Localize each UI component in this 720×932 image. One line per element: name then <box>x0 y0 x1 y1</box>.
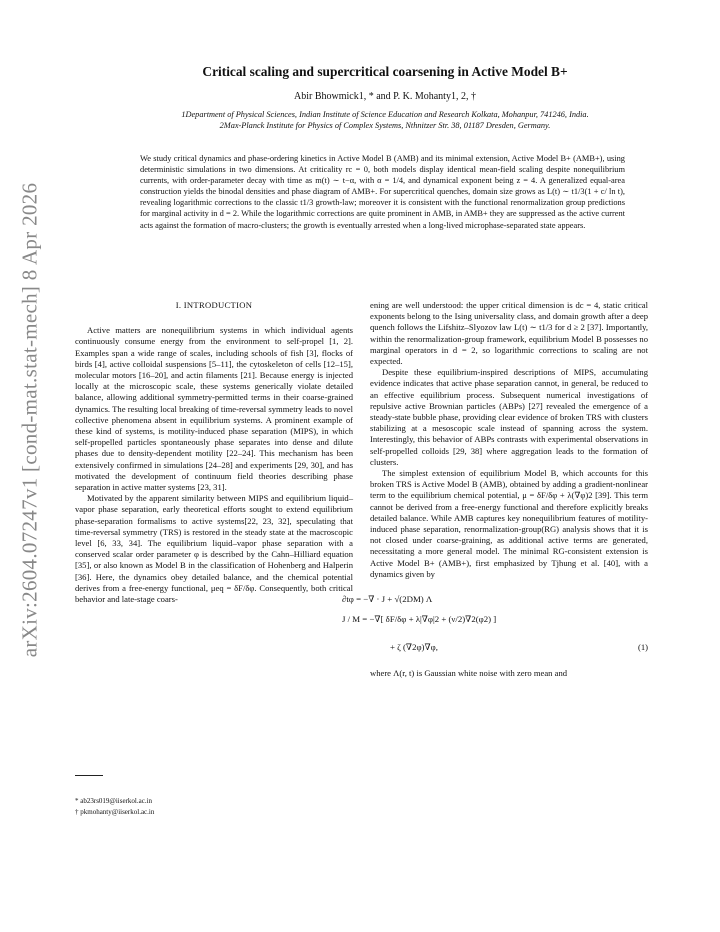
paper-title: Critical scaling and supercritical coarsening in Active Model B+ <box>202 64 568 79</box>
footnotes <box>75 796 355 818</box>
equation-block <box>342 594 648 660</box>
section-heading: I. INTRODUCTION <box>175 300 253 310</box>
equation-line: ∂tφ = −∇ · J + √(2DM) Λ <box>342 594 433 605</box>
affiliation-1: 1Department of Physical Sciences, Indian Institute of Science Education and Research Kolkata, Mohanpur, 741246, India. <box>181 110 589 119</box>
abstract: We study critical dynamics and phase-ordering kinetics in Active Model B (AMB) and its minimal extension, Active Model B+ (AMB+), using deterministic simulations in two dimensions. At criticality rc = 0, both models display identical mean-field scaling despite nonequilibrium currents, with order-parameter decay with time as m(t) ∼ t−α, with α = 1/4, and dynamical exponent being z = 4. A generalized equal-area construction yields the binodal densities and phase diagram of AMB+. For supercritical quenches, domain size grows as L(t) ∼ t1/3(1 + c/ ln t), revealing logarithmic corrections to the classic t1/3 growth-law; moreover it is consistent with the functional renormalization group predictions for marginal activity in d = 2. While the logarithmic corrections are quite prominent in AMB, in AMB+ they are suppressed as the active current acts against the formation of macro-clusters; the growth is eventually arrested when a long-lived microphase-separated state appears. <box>140 154 625 230</box>
footnote-email-1: * ab23rs019@iiserkol.ac.in <box>75 797 153 805</box>
footnote-rule <box>75 775 103 776</box>
arxiv-identifier: arXiv:2604.07247v1 [cond-mat.stat-mech] 8 Apr 2026 <box>17 182 42 658</box>
paragraph: Despite these equilibrium-inspired descriptions of MIPS, accumulating evidence indicates that active phase separation cannot, in general, be reduced to an effective equilibrium process. Subsequent numerical investigations of repulsive active Brownian particles (ABPs) [27] revealed the emergence of a steady-state bubble phase, providing clear evidence of broken TRS with clusters stabilizing at a mesoscopic scale instead of spanning across the system. Interestingly, this behavior of ABPs contrasts with experimental observations in self-propelled colloids [29, 38] where aggregation leads to the formation of clusters. <box>370 367 648 467</box>
left-column <box>75 300 353 605</box>
right-column <box>342 300 648 679</box>
equation-line: J / M = −∇[ δF/δφ + λ|∇φ|2 + (ν/2)∇2(φ2) ] <box>342 614 497 625</box>
paragraph: Motivated by the apparent similarity between MIPS and equilibrium liquid–vapor phase separation, early theoretical efforts sought to extend equilibrium phase-separation formalisms to active systems[22, 23, 32], speculating that time-reversal symmetry (TRS) is restored in the steady state at the macroscopic level [6, 33, 34]. The equilibrium liquid–vapor phase separation with a conserved scalar order parameter φ is described by the Cahn–Hilliard equation [35], or also known as Model B in the classification of Hohenberg and Halperin [36]. Here, the dynamics obey detailed balance, and the chemical potential derives from a free-energy functional, μeq = δF/δφ. Consequently, both critical behavior and late-stage coars- <box>75 493 353 605</box>
arxiv-stamp <box>0 0 60 932</box>
author-list: Abir Bhowmick1, * and P. K. Mohanty1, 2, † <box>294 91 476 102</box>
affiliations <box>80 109 690 131</box>
affiliation-2: 2Max-Planck Institute for Physics of Complex Systems, Nthnitzer Str. 38, 01187 Dresden, Germany. <box>219 121 551 130</box>
footnote-email-2: † pkmohanty@iiserkol.ac.in <box>75 808 155 816</box>
paragraph: where Λ(r, t) is Gaussian white noise with zero mean and <box>370 668 568 679</box>
paragraph: The simplest extension of equilibrium Model B, which accounts for this broken TRS is Active Model B (AMB), obtained by adding a gradient-nonlinear term to the equilibrium chemical potential, μ = δF/δφ + λ(∇φ)2 [39]. This term cannot be derived from a free-energy functional and therefore explicitly breaks detailed balance. While AMB captures key nonequilibrium features of motility-induced phase separation, renormalization-group(RG) analysis shows that it is not closed under coarse-graining, as additional active terms are generated, necessitating a more general model. The minimal RG-consistent extension is Active Model B+ (AMB+), first emphasized by Tjhung et al. [40], with a dynamics given by <box>370 468 648 579</box>
equation-line: + ζ (∇2φ)∇φ, <box>390 642 438 653</box>
paragraph: Active matters are nonequilibrium systems in which individual agents continuously consume energy from the environment to self-propel [1, 2]. Examples span a wide range of scales, including schools of fish [3], flocks of birds [4], active colloidal suspensions [5–11], the cytoskeleton of cells [12–15], molecular motors [16–20], and actin filaments [21]. Because energy is injected locally at the microscopic scale, these systems generically violate detailed balance, allowing additional symmetry-permitted terms in their coarse-grained dynamics. The resulting local breaking of time-reversal symmetry leads to novel collective phenomena absent in equilibrium systems. A prominent example of these kind of systems, is motility-induced phase separation (MIPS), in which self-propelled particles spontaneously phase separates into dense and dilute phases due to density-dependent motility [22–24]. This mechanism has been extensively confirmed in simulations [24–28] and experiments [29, 30], and has motivated the development of continuum field theories describing phase separation in active matter systems [23, 31]. <box>75 325 353 493</box>
equation-number: (1) <box>637 642 648 653</box>
paragraph: ening are well understood: the upper critical dimension is dc = 4, static critical exponents belong to the Ising universality class, and domain growth after a deep quench follows the Lifshitz–Slyozov law L(t) ∼ t1/3 for d ≥ 2 [37]. Importantly, within the renormalization-group framework, equilibrium Model B possesses no marginal operators in d = 2, so logarithmic corrections to scaling are not expected. <box>370 300 648 367</box>
